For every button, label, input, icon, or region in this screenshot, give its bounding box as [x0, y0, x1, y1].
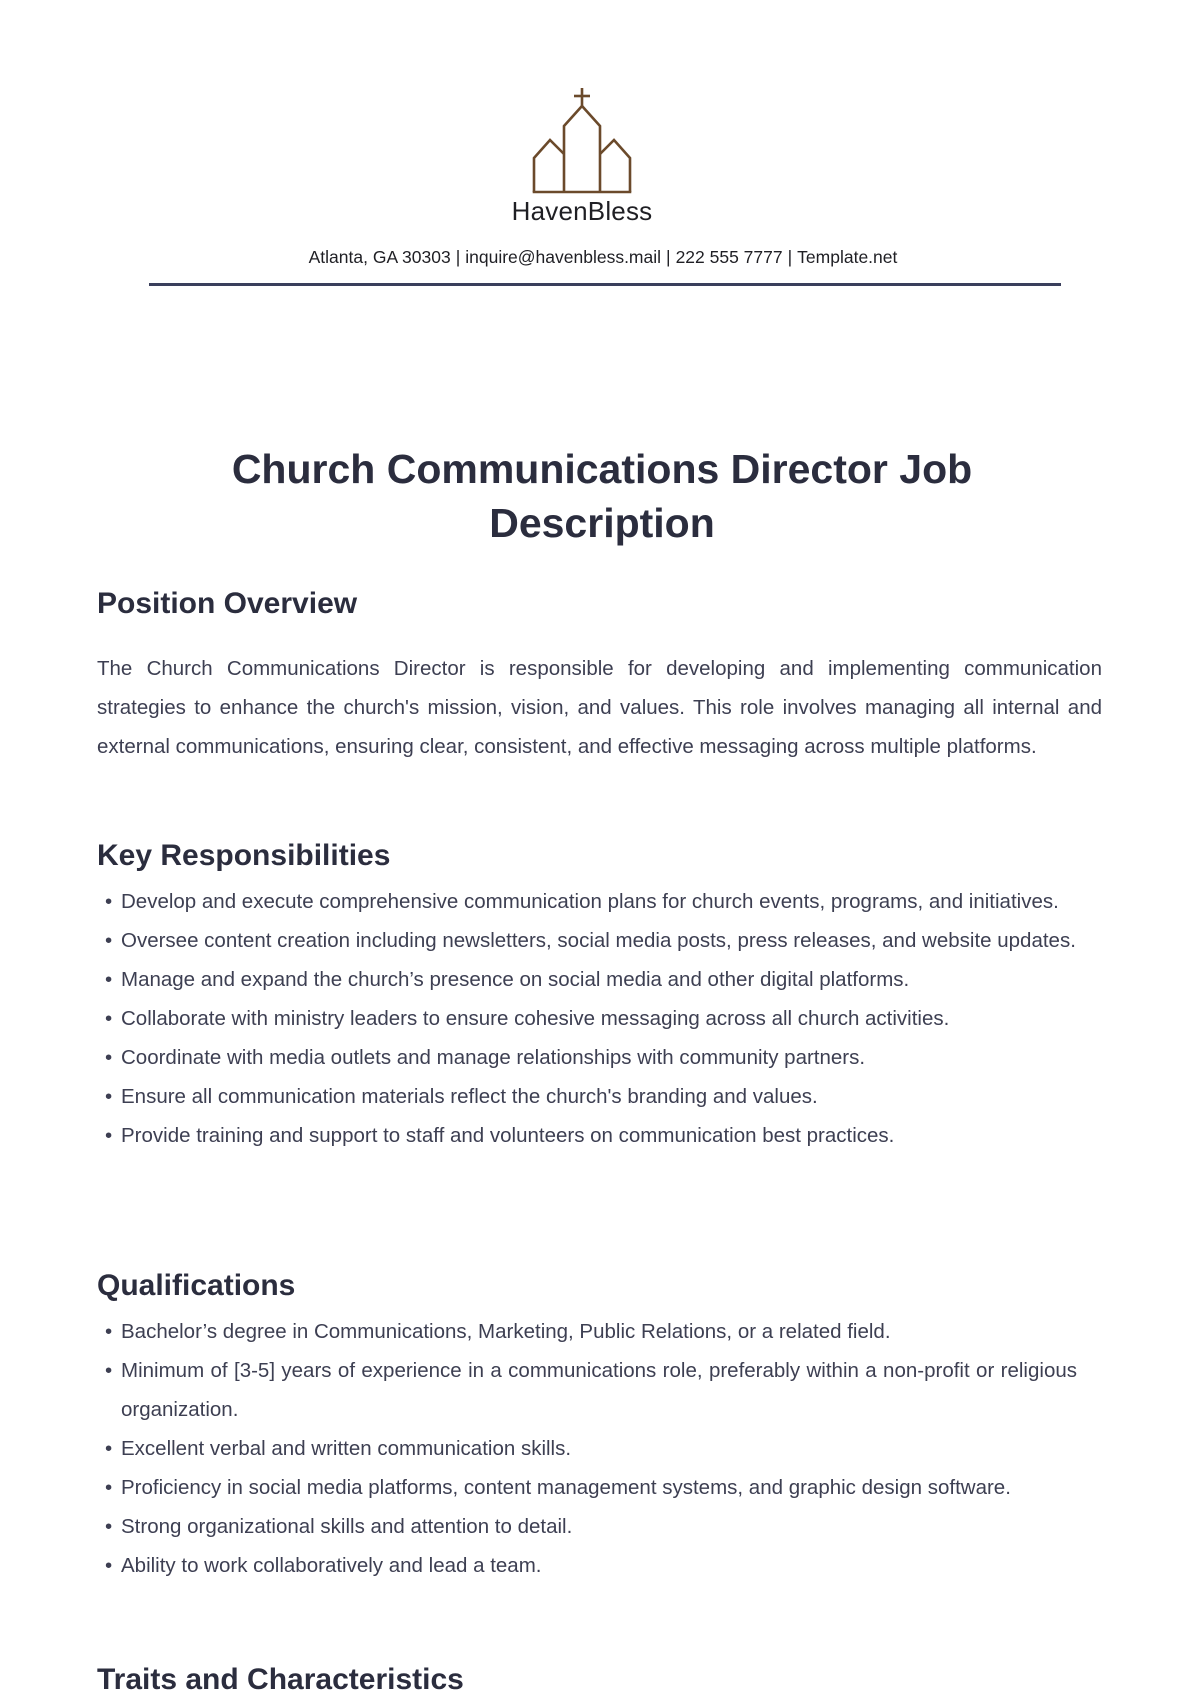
brand-name: HavenBless	[511, 196, 653, 226]
list-item: • Manage and expand the church’s presence on social media and other digital platforms.	[97, 960, 1077, 999]
church-icon	[531, 88, 633, 194]
qualifications-heading: Qualifications	[97, 1269, 296, 1302]
position-overview-text: The Church Communications Director is responsible for developing and implementing communication strategies to enhance the church's mission, vision, and values. This role involves managing all internal and external communications, ensuring clear, consistent, and effective messaging across multiple platforms.	[97, 657, 1102, 758]
list-item: • Develop and execute comprehensive communication plans for church events, programs, and initiatives.	[97, 882, 1077, 921]
contact-line	[0, 247, 1200, 268]
contact-address: Atlanta, GA 30303	[308, 247, 451, 267]
header-divider	[149, 283, 1061, 286]
contact-email: inquire@havenbless.mail	[465, 247, 662, 267]
list-item: • Collaborate with ministry leaders to ensure cohesive messaging across all church activities.	[97, 999, 1077, 1038]
list-item: • Provide training and support to staff and volunteers on communication best practices.	[97, 1116, 1077, 1155]
contact-separator: |	[787, 247, 793, 267]
list-item: • Bachelor’s degree in Communications, Marketing, Public Relations, or a related field.	[97, 1312, 1077, 1351]
list-item: • Coordinate with media outlets and manage relationships with community partners.	[97, 1038, 1077, 1077]
contact-website: Template.net	[797, 247, 898, 267]
contact-phone: 222 555 7777	[675, 247, 783, 267]
position-overview-heading: Position Overview	[97, 587, 358, 620]
list-item: • Strong organizational skills and attention to detail.	[97, 1507, 1077, 1546]
list-item: • Proficiency in social media platforms, content management systems, and graphic design software.	[97, 1468, 1077, 1507]
list-item: • Oversee content creation including newsletters, social media posts, press releases, and website updates.	[97, 921, 1077, 960]
key-responsibilities-list	[97, 882, 1077, 1155]
key-responsibilities-heading: Key Responsibilities	[97, 839, 391, 872]
contact-separator: |	[455, 247, 461, 267]
list-item: • Ability to work collaboratively and lead a team.	[97, 1546, 1077, 1585]
list-item: • Minimum of [3-5] years of experience in a communications role, preferably within a non-profit or religious organization.	[97, 1351, 1077, 1429]
list-item: • Excellent verbal and written communication skills.	[97, 1429, 1077, 1468]
qualifications-list	[97, 1312, 1077, 1585]
traits-heading: Traits and Characteristics	[97, 1663, 464, 1696]
list-item: • Ensure all communication materials reflect the church's branding and values.	[97, 1077, 1077, 1116]
contact-separator: |	[666, 247, 671, 267]
document-title: Church Communications Director Job Description	[231, 446, 973, 546]
